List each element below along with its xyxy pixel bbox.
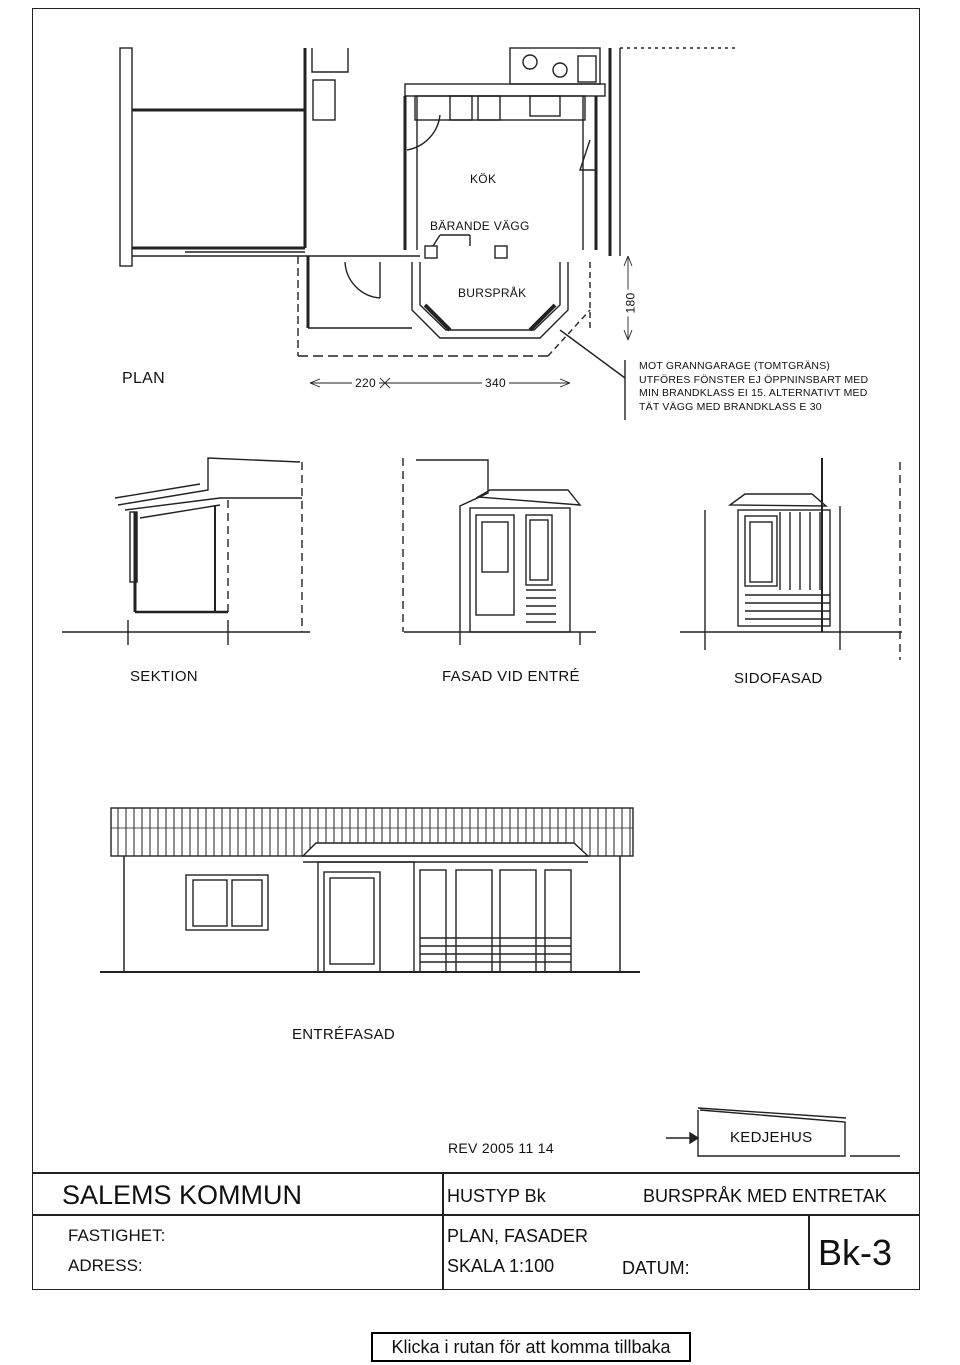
dimension-vertical: 180 <box>623 290 637 317</box>
section-view <box>62 458 310 645</box>
dimension-right: 340 <box>482 376 509 390</box>
side-facade-view <box>680 458 902 660</box>
kitchen-label: KÖK <box>470 172 497 186</box>
title-block-divider <box>32 1214 442 1216</box>
property-label: FASTIGHET: <box>68 1226 166 1245</box>
entrance-facade-view <box>403 458 596 645</box>
dimension-left: 220 <box>352 376 379 390</box>
title-block-divider <box>808 1214 810 1290</box>
note-line: UTFÖRES FÖNSTER EJ ÖPPNINSBART MED <box>639 373 869 386</box>
note-line: MOT GRANNGARAGE (TOMTGRÄNS) <box>639 360 831 372</box>
main-facade-view <box>100 808 640 972</box>
house-type: HUSTYP Bk <box>447 1186 546 1206</box>
revision-date: REV 2005 11 14 <box>448 1140 554 1156</box>
title-block-top-border <box>32 1172 920 1174</box>
section-title: SEKTION <box>130 668 198 685</box>
side-facade-title: SIDOFASAD <box>734 670 823 687</box>
entrance-facade-title: FASAD VID ENTRÉ <box>442 668 580 685</box>
plan-title: PLAN <box>122 370 165 387</box>
back-button[interactable]: Klicka i rutan för att komma tillbaka <box>371 1332 691 1362</box>
address-label: ADRESS: <box>68 1256 143 1275</box>
note-line: TÄT VÄGG MED BRANDKLASS E 30 <box>639 400 822 413</box>
drawing-title: BURSPRÅK MED ENTRETAK <box>643 1186 887 1206</box>
drawing-scale: SKALA 1:100 <box>447 1256 555 1276</box>
drawing-number: Bk-3 <box>818 1232 893 1273</box>
title-block-divider <box>442 1172 444 1290</box>
municipality-name: SALEMS KOMMUN <box>62 1180 303 1210</box>
title-block-divider <box>442 1214 920 1216</box>
drawing-content: PLAN, FASADER <box>447 1226 589 1246</box>
main-facade-title: ENTRÉFASAD <box>292 1026 396 1043</box>
note-line: MIN BRANDKLASS EI 15. ALTERNATIVT MED <box>639 387 868 399</box>
bearing-wall-label: BÄRANDE VÄGG <box>430 219 530 233</box>
bay-window-label: BURSPRÅK <box>458 286 527 300</box>
fire-safety-note <box>639 360 868 414</box>
chain-house-label: KEDJEHUS <box>730 1129 813 1146</box>
date-label: DATUM: <box>622 1258 690 1278</box>
